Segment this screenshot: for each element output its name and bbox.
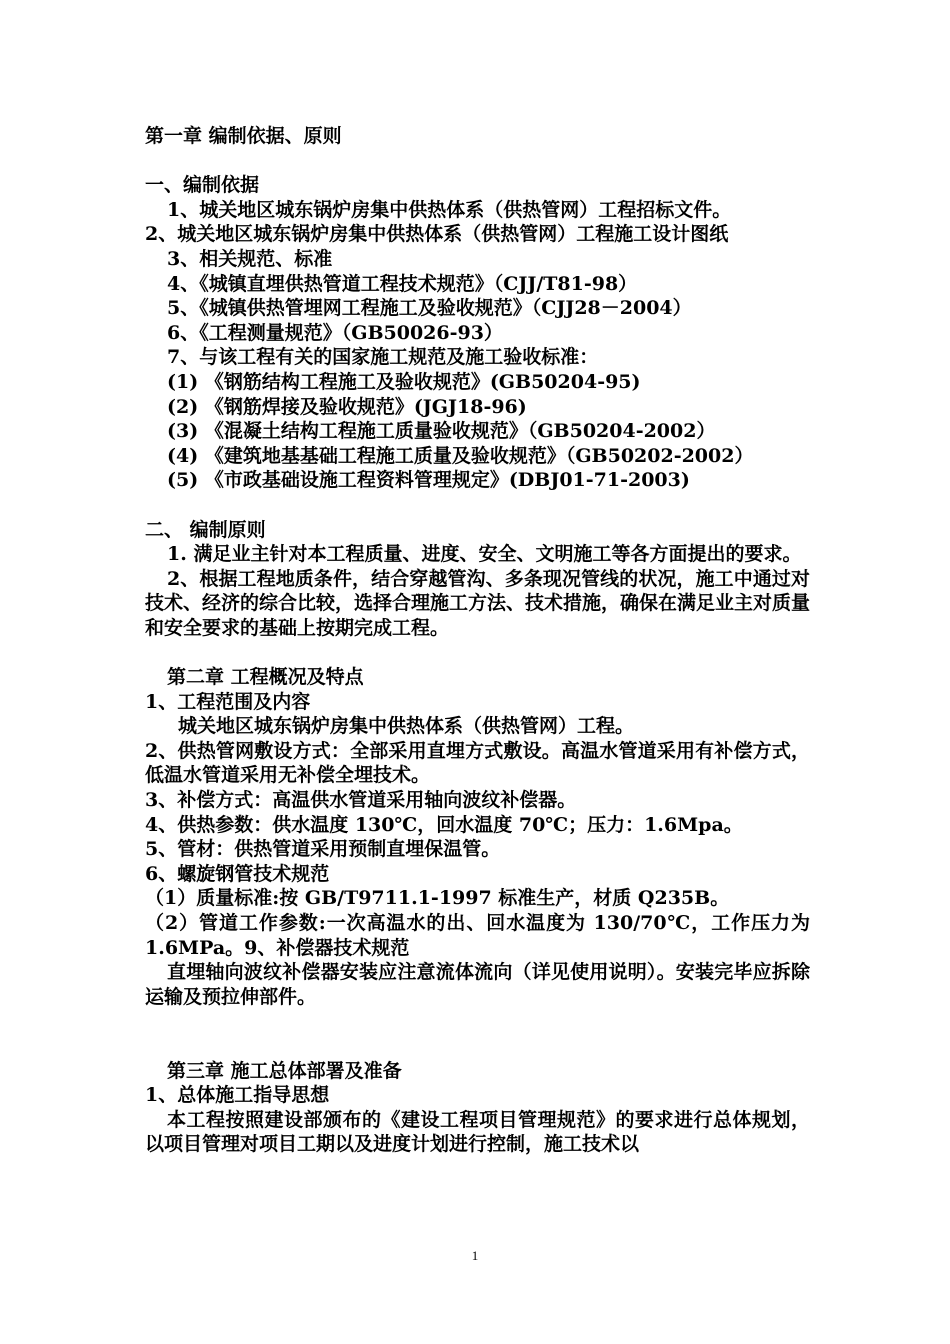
chapter2-item: 3、补偿方式：高温供水管道采用轴向波纹补偿器。 bbox=[145, 789, 577, 812]
chapter2-item: 4、供热参数：供水温度 130℃，回水温度 70℃；压力：1.6Mpa。 bbox=[145, 813, 743, 836]
basis-item: (3) 《混凝土结构工程施工质量验收规范》（GB50204-2002） bbox=[167, 420, 716, 443]
basis-item: (1) 《钢筋结构工程施工及验收规范》(GB50204-95) bbox=[167, 370, 641, 393]
chapter1-title: 第一章 编制依据、原则 bbox=[145, 125, 342, 147]
section1-heading: 一、编制依据 bbox=[145, 174, 260, 197]
document-body bbox=[145, 124, 810, 1157]
basis-item: 2、城关地区城东锅炉房集中供热体系（供热管网）工程施工设计图纸 bbox=[145, 223, 729, 246]
spacer bbox=[145, 1009, 810, 1034]
basis-item: 4、《城镇直埋供热管道工程技术规范》（CJJ/T81-98） bbox=[167, 272, 638, 295]
spacer bbox=[145, 493, 810, 518]
chapter2-item-text: 城关地区城东锅炉房集中供热体系（供热管网）工程。 bbox=[178, 715, 635, 738]
spacer bbox=[145, 1034, 810, 1059]
page-number: 1 bbox=[471, 1248, 479, 1263]
basis-item: (5) 《市政基础设施工程资料管理规定》(DBJ01-71-2003) bbox=[167, 469, 690, 492]
chapter3-item-text: 本工程按照建设部颁布的《建设工程项目管理规范》的要求进行总体规划，以项目管理对项目工期以及进度计划进行控制，施工技术以 bbox=[145, 1108, 810, 1156]
chapter2-item-heading: 1、工程范围及内容 bbox=[145, 690, 311, 713]
chapter2-subitem: （2）管道工作参数:一次高温水的出、回水温度为 130/70℃，工作压力为 1.6MPa。9、补偿器技术规范 bbox=[145, 912, 810, 959]
chapter2-item: 5、管材：供热管道采用预制直埋保温管。 bbox=[145, 838, 501, 861]
chapter2-item-text: 直埋轴向波纹补偿器安装应注意流体流向（详见使用说明）。安装完毕应拆除运输及预拉伸部件。 bbox=[145, 961, 810, 1008]
chapter2-item: 2、供热管网敷设方式：全部采用直埋方式敷设。高温水管道采用有补偿方式，低温水管道采用无补偿全埋技术。 bbox=[145, 739, 810, 787]
basis-item: 3、相关规范、标准 bbox=[167, 247, 333, 270]
chapter3-item-heading: 1、总体施工指导思想 bbox=[145, 1084, 330, 1107]
basis-item: 5、《城镇供热管埋网工程施工及验收规范》（CJJ28－2004） bbox=[167, 297, 692, 320]
section2-heading: 二、 编制原则 bbox=[145, 518, 266, 541]
basis-item: (4) 《建筑地基基础工程施工质量及验收规范》（GB50202-2002） bbox=[167, 444, 754, 467]
principle-paragraph: 1. 满足业主针对本工程质量、进度、安全、文明施工等各方面提出的要求。 bbox=[167, 543, 802, 566]
chapter3-title: 第三章 施工总体部署及准备 bbox=[167, 1059, 402, 1082]
basis-item: 7、与该工程有关的国家施工规范及施工验收标准： bbox=[167, 346, 599, 369]
basis-item: (2) 《钢筋焊接及验收规范》(JGJ18-96) bbox=[167, 395, 527, 418]
basis-item: 1、城关地区城东锅炉房集中供热体系（供热管网）工程招标文件。 bbox=[167, 198, 732, 221]
spacer bbox=[145, 640, 810, 665]
spacer bbox=[145, 149, 810, 174]
chapter2-title: 第二章 工程概况及特点 bbox=[167, 666, 364, 689]
basis-item: 6、《工程测量规范》（GB50026-93） bbox=[167, 321, 503, 344]
chapter2-item-heading: 6、螺旋钢管技术规范 bbox=[145, 862, 330, 885]
chapter2-subitem: （1）质量标准:按 GB/T9711.1-1997 标准生产，材质 Q235B。 bbox=[145, 887, 730, 910]
principle-paragraph: 2、根据工程地质条件，结合穿越管沟、多条现况管线的状况，施工中通过对技术、经济的综合比较，选择合理施工方法、技术措施，确保在满足业主对质量和安全要求的基础上按期完成工程。 bbox=[145, 567, 811, 639]
